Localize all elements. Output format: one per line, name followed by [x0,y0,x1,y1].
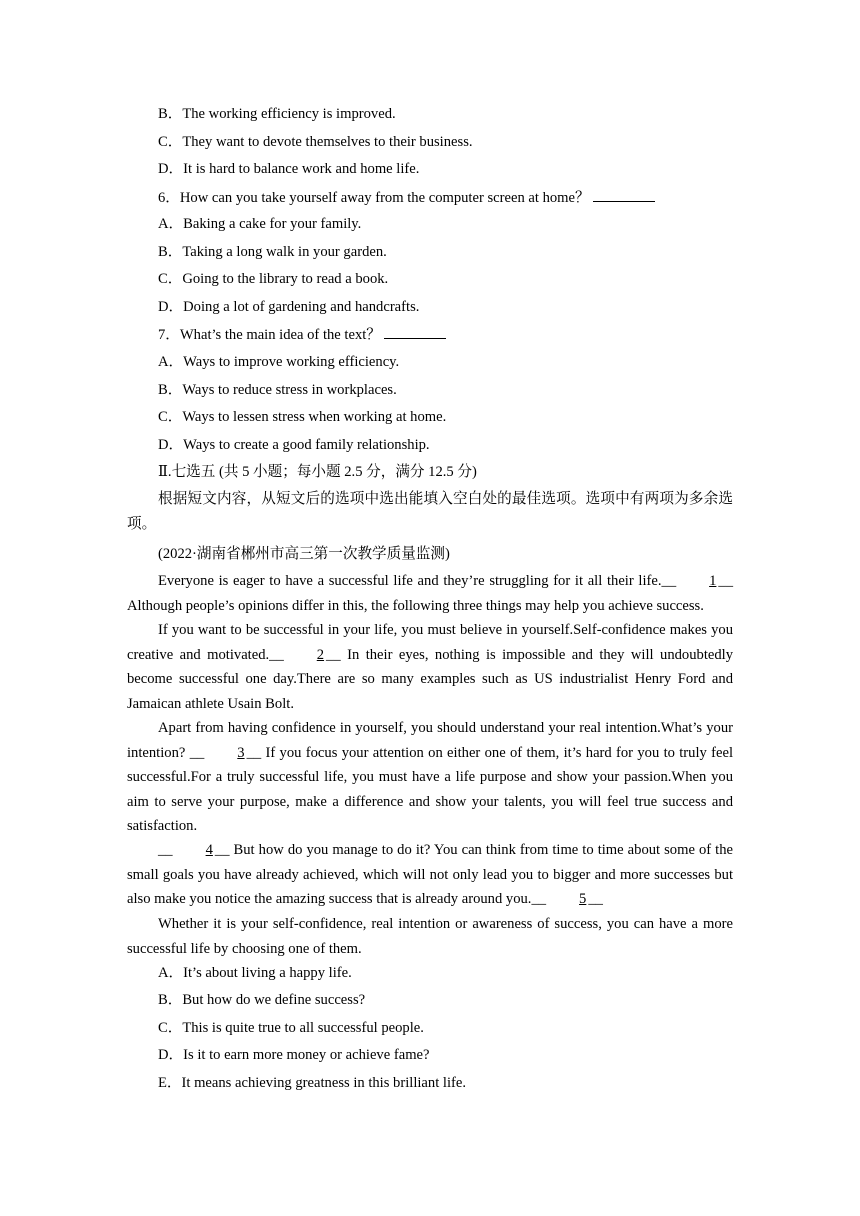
section-heading: Ⅱ.七选五 (共 5 小题；每小题 2.5 分，满分 12.5 分) [158,464,477,480]
choice-option: A．It’s about living a happy life. [158,965,352,981]
option-line: D．Ways to create a good family relationship. [158,437,430,453]
choice-option: E．It means achieving greatness in this brilliant life. [158,1075,467,1091]
section-instruction: 根据短文内容，从短文后的选项中选出能填入空白处的最佳选项。选项中有两项为多余选项。 [127,491,733,532]
passage-paragraph-5: Whether it is your self-confidence, real intention or awareness of success, you can have a more successful life by choosing one of them. [127,916,733,957]
question-6-stem: 6．How can you take yourself away from the computer screen at home？ [158,187,655,208]
passage-paragraph-4: __ 4 __ But how do you manage to do it? You can think from time to time about some of the small goals you have already achieved, which will not only lead you to bigger and more successes but also make you notice the amazing success that is already around you.__ 5 __ [127,838,733,912]
blank-1[interactable]: 1 [709,573,717,589]
question-7-stem: 7．What’s the main idea of the text？ [158,324,446,345]
option-line: D．It is hard to balance work and home life. [158,161,420,177]
blank-2[interactable]: 2 [316,646,325,663]
choice-option: B．But how do we define success? [158,992,366,1008]
blank-5[interactable]: 5 [579,891,587,907]
blank-3[interactable]: 3 [237,744,245,761]
option-line: B．The working efficiency is improved. [158,106,396,122]
option-line: A．Ways to improve working efficiency. [158,354,400,370]
passage-source: (2022·湖南省郴州市高三第一次教学质量监测) [158,546,450,562]
blank-4[interactable]: 4 [205,842,213,858]
option-line: A．Baking a cake for your family. [158,216,362,232]
option-line: C．They want to devote themselves to their business. [158,134,473,150]
passage-paragraph-1: Everyone is eager to have a successful life and they’re struggling for it all their life.__ 1 __ Although people’s opinions differ in this, the following three things may help you achieve success. [127,569,733,618]
passage-paragraph-2: If you want to be successful in your life, you must believe in yourself.Self-confidence makes you creative and motivated.__ 2 __ In their eyes, nothing is impossible and they will undoubtedly become successful one day.There are so many examples such as US industrialist Henry Ford and Jamaican athlete Usain Bolt. [127,622,734,712]
option-line: C．Ways to lessen stress when working at home. [158,409,447,425]
choice-option: D．Is it to earn more money or achieve fame? [158,1047,430,1063]
answer-blank[interactable] [384,324,446,339]
option-line: D．Doing a lot of gardening and handcrafts. [158,299,420,315]
option-line: B．Ways to reduce stress in workplaces. [158,382,397,398]
choice-option: C．This is quite true to all successful people. [158,1020,424,1036]
option-line: B．Taking a long walk in your garden. [158,244,387,260]
passage-paragraph-3: Apart from having confidence in yourself, you should understand your real intention.What’s your intention? __ 3 __ If you focus your attention on either one of them, it’s hard for you to truly feel successful.For a truly successful life, you must have a life purpose and show your passion.When you aim to serve your purpose, make a difference and show your talents, you will feel true success and satisfaction. [127,720,733,834]
option-line: C．Going to the library to read a book. [158,271,389,287]
answer-blank[interactable] [593,187,655,202]
